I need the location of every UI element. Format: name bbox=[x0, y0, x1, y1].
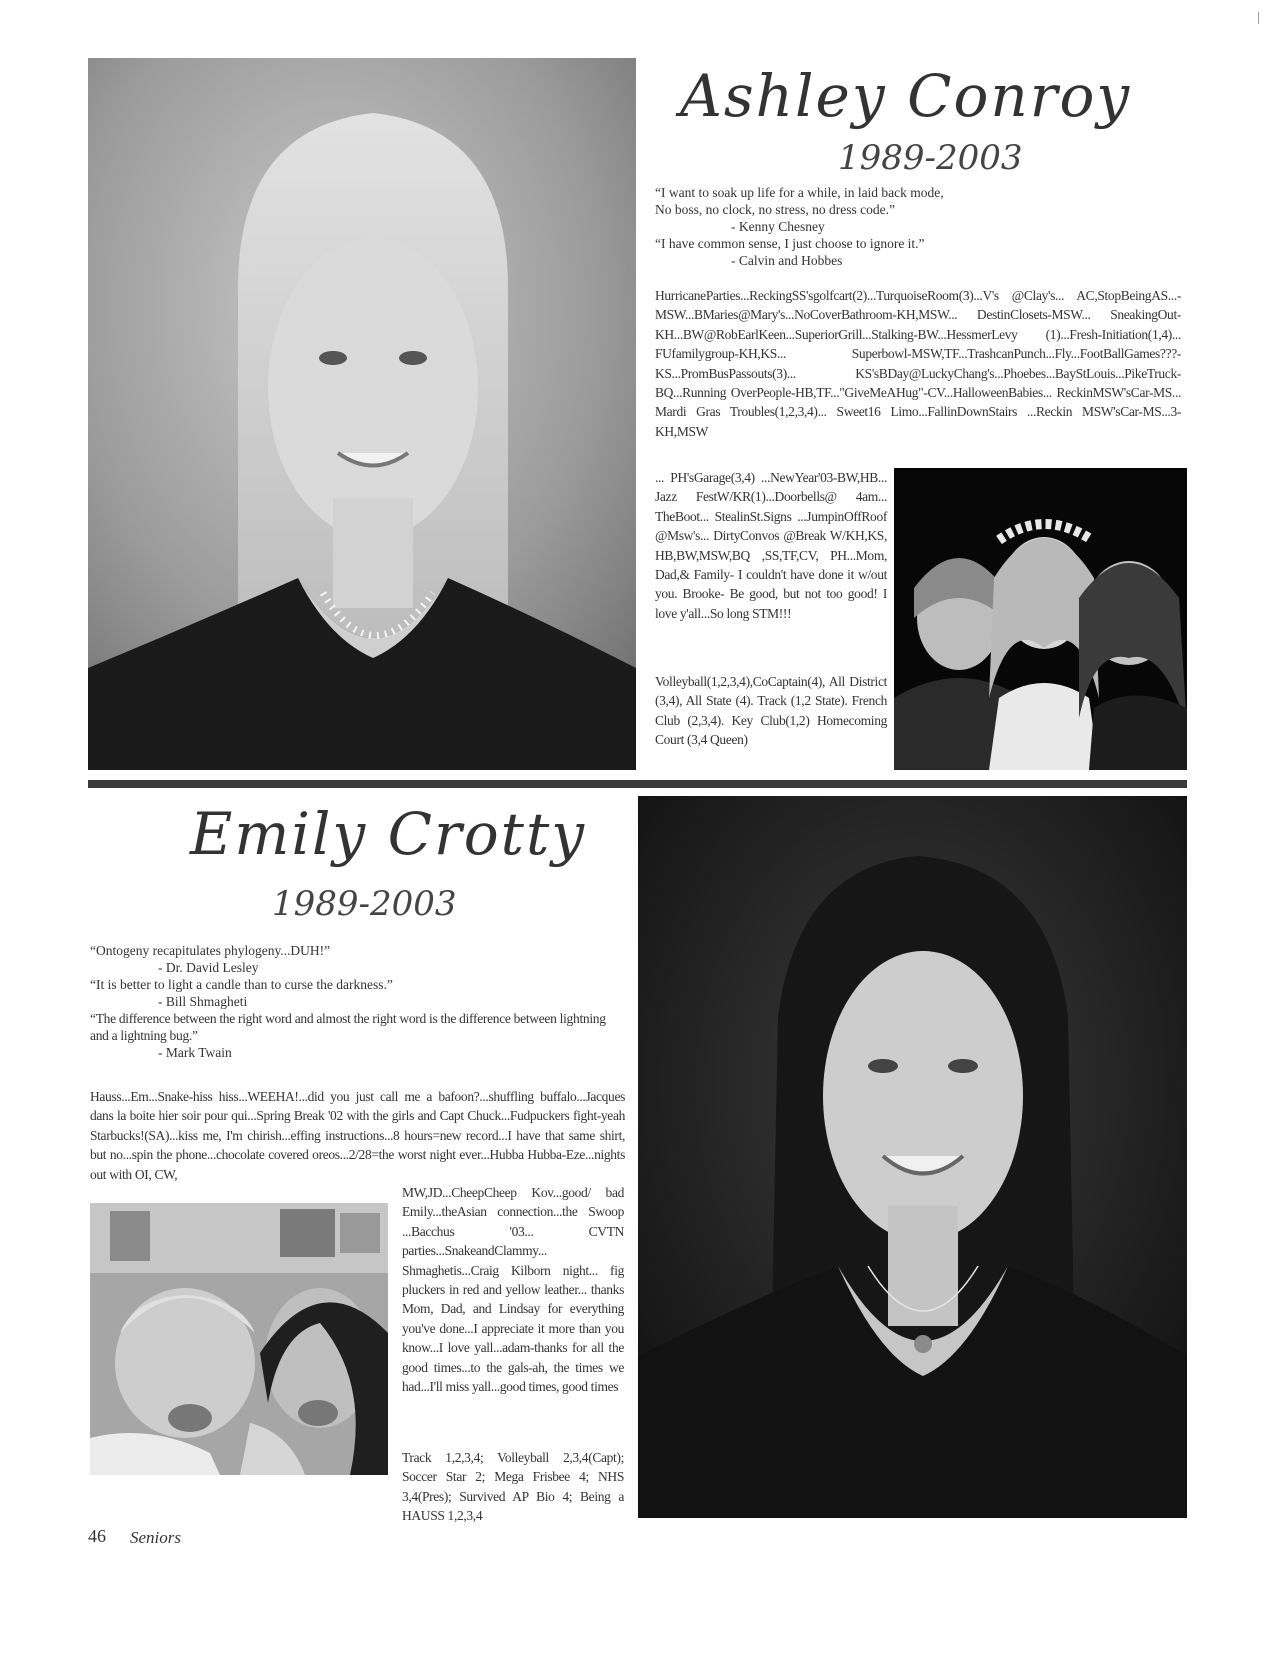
ashley-memories-full: HurricaneParties...ReckingSS'sgolfcart(2)...TurquoiseRoom(3)...V's @Clay's... AC,StopBeingAS...-MSW...BMaries@Mary's...NoCoverBathroom-KH,MSW... DestinClosets-MSW... SneakingOut-KH...BW@RobEarlKeen...SuperiorGrill...Stalking-BW...HessmerLevy (1)...Fresh-Initiation(1,4)... FUfamilygroup-KH,KS... Superbowl-MSW,TF...TrashcanPunch...Fly...FootBallGames???-KS...PromBusPassouts(3)... KS'sBDay@LuckyChang's...Phoebes...BayStLouis...PikeTruck-BQ...Running OverPeople-HB,TF..."GiveMeAHug"-CV...HalloweenBabies... ReckinMSW'sCar-MS... Mardi Gras Troubles(1,2,3,4)... Sweet16 Limo...FallinDownStairs ...Reckin MSW'sCar-MS...3-KH,MSW bbox=[655, 288, 1181, 439]
quote-line: “I want to soak up life for a while, in laid back mode, bbox=[655, 185, 944, 200]
ashley-name-title: Ashley Conroy bbox=[680, 62, 1132, 130]
ashley-quotes bbox=[655, 184, 1155, 269]
ashley-memories-narrow: ... PH'sGarage(3,4) ...NewYear'03-BW,HB... Jazz FestW/KR(1)...Doorbells@ 4am... TheBoot... StealinSt.Signs ...JumpinOffRoof @Msw's... DirtyConvos @Break W/KH,KS, HB,BW,MSW,BQ ,SS,TF,CV, PH...Mom, Dad,& Family- I couldn't have done it w/out you. Brooke- Be good, but not too good! I love y'all...So long STM!!! bbox=[655, 470, 887, 621]
ashley-portrait-photo bbox=[88, 58, 636, 770]
quote-line: “The difference between the right word and almost the right word is the difference between lightning and a lightning bug.” bbox=[90, 1011, 606, 1043]
quote-attribution: - Mark Twain bbox=[158, 1045, 232, 1060]
quote-attribution: - Bill Shmagheti bbox=[158, 994, 248, 1009]
section-divider bbox=[88, 780, 1187, 788]
page-number: 46 bbox=[88, 1526, 106, 1546]
quote-attribution: - Calvin and Hobbes bbox=[731, 253, 843, 268]
emily-portrait-photo bbox=[638, 796, 1187, 1518]
ashley-years: 1989-2003 bbox=[838, 138, 1023, 178]
ashley-friends-photo bbox=[894, 468, 1187, 770]
emily-name-title: Emily Crotty bbox=[190, 800, 587, 868]
emily-memories-narrow: MW,JD...CheepCheep Kov...good/ bad Emily...theAsian connection...the Swoop ...Bacchus '03... CVTN parties...SnakeandClammy... Shmaghetis...Craig Kilborn night... fig pluckers in red and yellow leather... thanks Mom, Dad, and Lindsay for everything you've done...I appreciate it more than you know...I love yall...adam-thanks for all the good times...to the gals-ah, the times we had...I'll miss yall...good times, good times bbox=[402, 1185, 624, 1395]
emily-years: 1989-2003 bbox=[272, 884, 457, 924]
emily-friends-photo bbox=[90, 1203, 388, 1475]
emily-quotes bbox=[90, 942, 625, 1061]
quote-line: “Ontogeny recapitulates phylogeny...DUH!” bbox=[90, 943, 331, 958]
section-label: Seniors bbox=[130, 1528, 181, 1547]
quote-attribution: - Kenny Chesney bbox=[731, 219, 825, 234]
quote-line: “I have common sense, I just choose to ignore it.” bbox=[655, 236, 925, 251]
emily-memories-full: Hauss...Em...Snake-hiss hiss...WEEHA!...did you just call me a bafoon?...shuffling buffalo...Jacques dans la boite hier soir pour qui...Spring Break '02 with the girls and Capt Chuck...Fudpuckers fight-yeah Starbucks!(SA)...kiss me, I'm chirish...effing instructions...8 hours=new record...I have that same shirt, but no...spin the phone...chocolate covered oreos...2/28=the worst night ever...Hubba Hubba-Eze...nights out with OI, CW, bbox=[90, 1089, 625, 1182]
ashley-activities: Volleyball(1,2,3,4),CoCaptain(4), All District (3,4), All State (4). Track (1,2 State). French Club (2,3,4). Key Club(1,2) Homecoming Court (3,4 Queen) bbox=[655, 674, 887, 748]
edge-mark bbox=[1258, 12, 1259, 24]
emily-activities: Track 1,2,3,4; Volleyball 2,3,4(Capt); Soccer Star 2; Mega Frisbee 4; NHS 3,4(Pres); Survived AP Bio 4; Being a HAUSS 1,2,3,4 bbox=[402, 1450, 624, 1524]
quote-line: No boss, no clock, no stress, no dress code.” bbox=[655, 202, 895, 217]
quote-attribution: - Dr. David Lesley bbox=[158, 960, 259, 975]
quote-line: “It is better to light a candle than to curse the darkness.” bbox=[90, 977, 393, 992]
